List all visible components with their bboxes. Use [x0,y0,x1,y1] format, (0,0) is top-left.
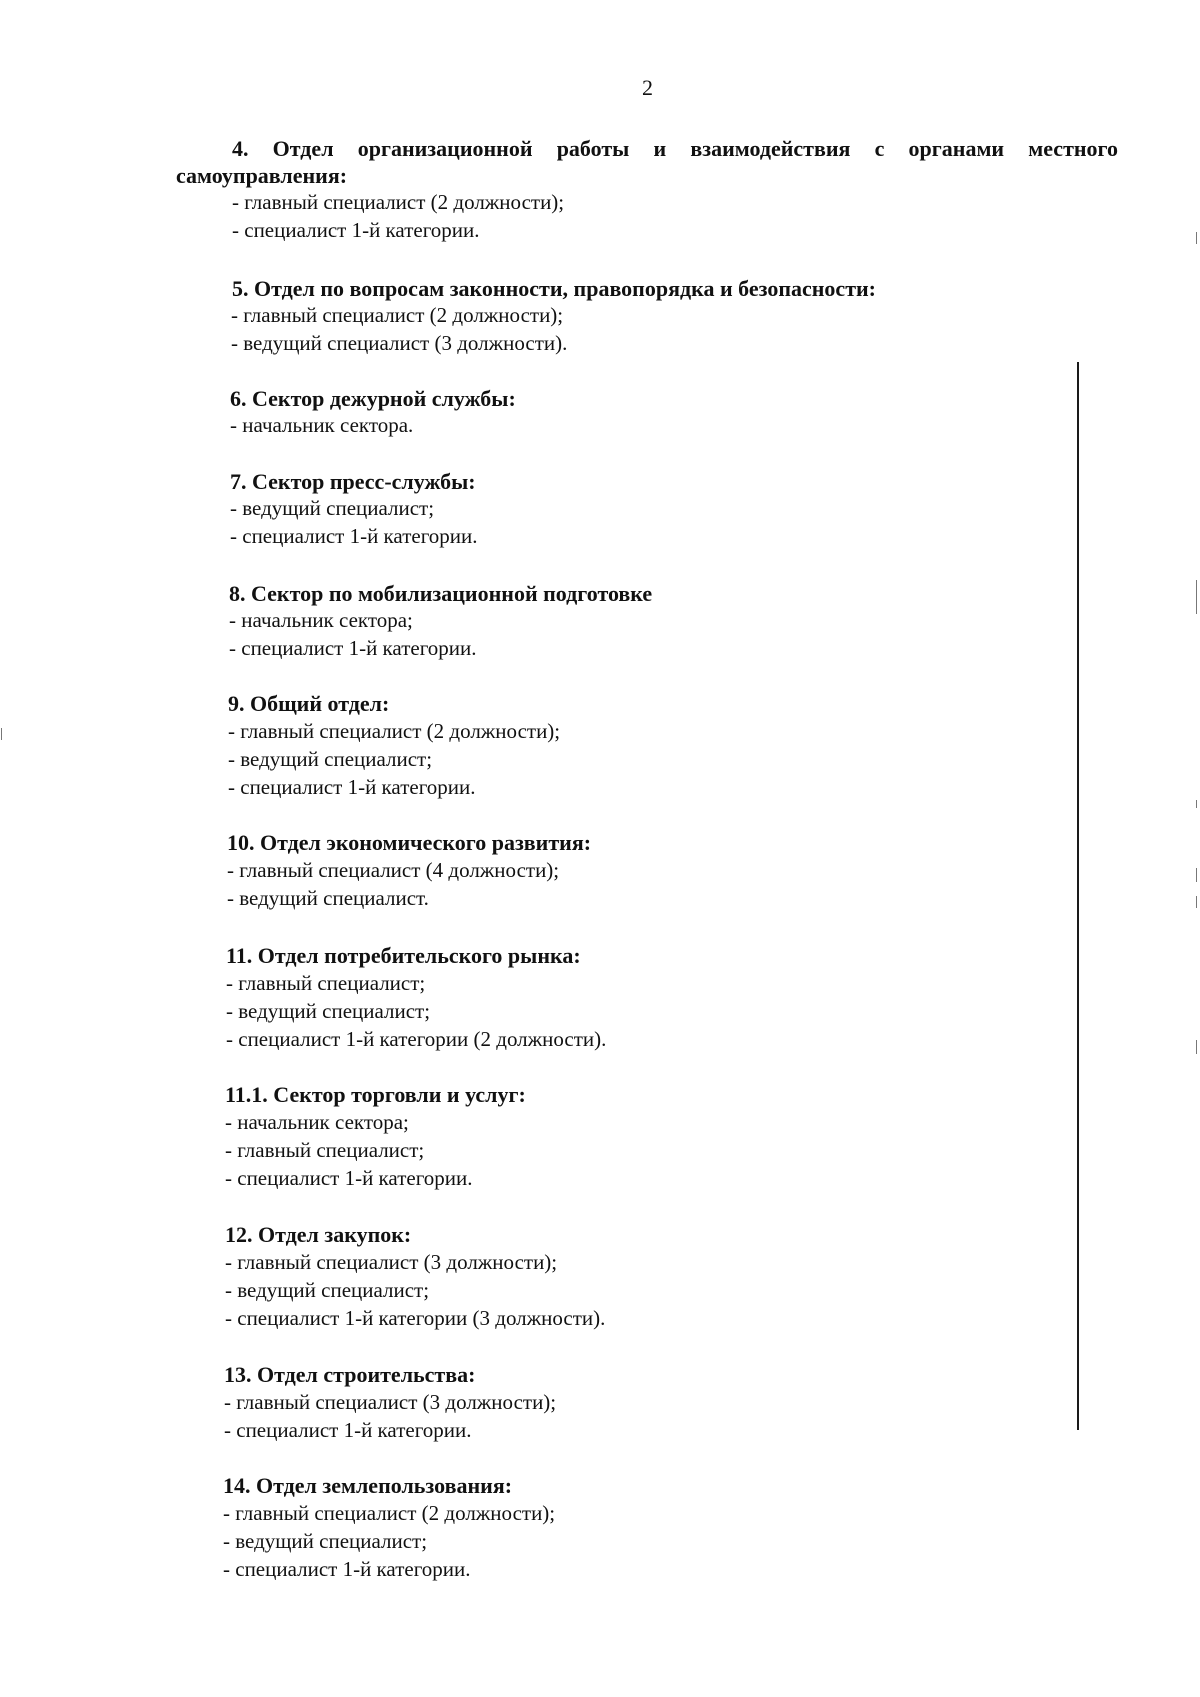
page-number: 2 [642,75,653,100]
section-item: - специалист 1-й категории (2 должности). [226,1027,607,1051]
section-item: - главный специалист (2 должности); [232,190,565,214]
section-item: - ведущий специалист; [223,1529,428,1553]
section-item: - специалист 1-й категории. [230,524,478,548]
section-item: - специалист 1-й категории. [229,636,477,660]
section-item: - ведущий специалист; [230,496,435,520]
section-heading: 12. Отдел закупок: [225,1222,412,1247]
scan-artifact [1196,800,1197,808]
section-item: - главный специалист (2 должности); [231,303,564,327]
section-item: - специалист 1-й категории (3 должности). [225,1306,606,1330]
section-item: - ведущий специалист; [226,999,431,1023]
section-item: - главный специалист (2 должности); [228,719,561,743]
section-item: - специалист 1-й категории. [232,218,480,242]
section-item: - начальник сектора. [230,413,414,437]
section-heading: 11. Отдел потребительского рынка: [226,943,581,968]
section-item: - главный специалист (3 должности); [225,1250,558,1274]
section-item: - начальник сектора; [225,1110,409,1134]
section-item: - главный специалист (2 должности); [223,1501,556,1525]
scan-artifact [1196,1040,1197,1054]
section-heading: 9. Общий отдел: [228,691,390,716]
section-item: - ведущий специалист; [228,747,433,771]
section-item: - главный специалист; [225,1138,425,1162]
section-item: - начальник сектора; [229,608,413,632]
section-item: - специалист 1-й категории. [225,1166,473,1190]
margin-mark-line [1077,362,1079,1430]
section-heading: 13. Отдел строительства: [224,1362,476,1387]
section-item: - главный специалист (3 должности); [224,1390,557,1414]
section-item: - специалист 1-й категории. [223,1557,471,1581]
section-item: - специалист 1-й категории. [228,775,476,799]
section-heading: 7. Сектор пресс-службы: [230,469,476,494]
section-item: - главный специалист; [226,971,426,995]
section-item: - ведущий специалист. [227,886,429,910]
scan-artifact [1196,896,1197,908]
section-heading: 6. Сектор дежурной службы: [230,386,516,411]
section-item: - главный специалист (4 должности); [227,858,560,882]
section-heading: 11.1. Сектор торговли и услуг: [225,1082,526,1107]
section-item: - ведущий специалист; [225,1278,430,1302]
section-heading: 14. Отдел землепользования: [223,1473,513,1498]
section-item: - ведущий специалист (3 должности). [231,331,568,355]
section-heading: 5. Отдел по вопросам законности, правопорядка и безопасности: [232,276,877,301]
section-heading: 10. Отдел экономического развития: [227,830,592,855]
scan-artifact [1,728,2,740]
section-item: - специалист 1-й категории. [224,1418,472,1442]
section-heading: 4. Отдел организационной работы и взаимодействия с органами местного самоуправления: [176,136,1118,188]
scan-artifact [1196,232,1197,244]
section-heading: 8. Сектор по мобилизационной подготовке [229,581,653,606]
scan-artifact [1196,580,1197,614]
scan-artifact [1196,868,1197,882]
